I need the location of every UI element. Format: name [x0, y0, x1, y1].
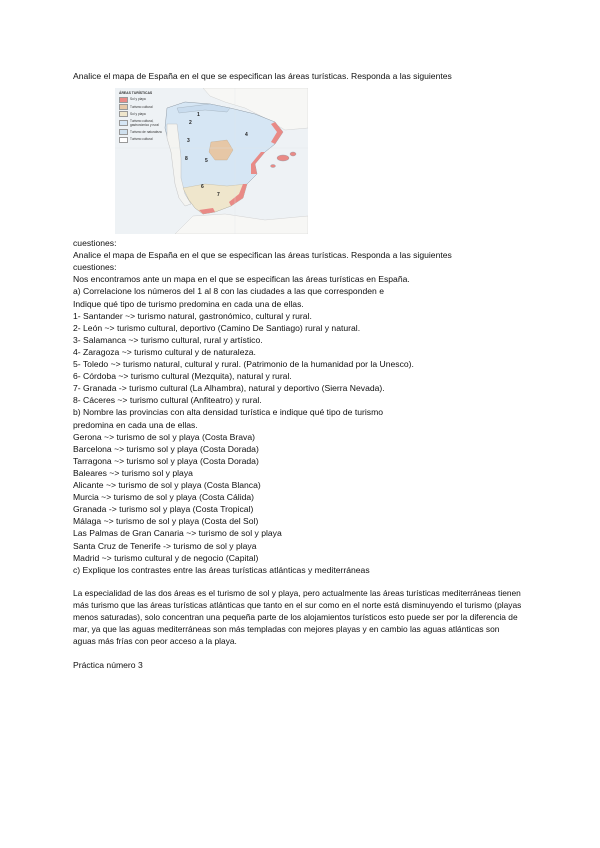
text-line: Murcia ~> turismo de sol y playa (Costa Cálida) [73, 492, 255, 503]
map-legend-item [119, 129, 165, 135]
legend-swatch [119, 104, 128, 110]
text-line: Málaga ~> turismo de sol y playa (Costa del Sol) [73, 516, 259, 527]
map-number-label: 2 [189, 120, 192, 126]
legend-label: Turismo cultural [130, 104, 153, 109]
text-line: Las Palmas de Gran Canaria ~> turismo de sol y playa [73, 528, 282, 539]
text-line: Santa Cruz de Tenerife -> turismo de sol y playa [73, 540, 257, 551]
legend-swatch [119, 137, 128, 143]
text-line: Indique qué tipo de turismo predomina en cada una de ellas. [73, 298, 304, 309]
text-line: Analice el mapa de España en el que se especifican las áreas turísticas. Responda a las siguientes [73, 250, 452, 261]
text-line: 3- Salamanca ~> turismo cultural, rural y artístico. [73, 334, 263, 345]
text-line: Barcelona ~> turismo sol y playa (Costa Dorada) [73, 443, 259, 454]
map-legend-item [119, 97, 165, 103]
text-line: 4- Zaragoza ~> turismo cultural y de naturaleza. [73, 346, 256, 357]
legend-label: Turismo cultural, gastronómico y rural [130, 118, 159, 128]
intro-text: Analice el mapa de España en el que se especifican las áreas turísticas. Responda a las siguientes [73, 71, 452, 81]
map-number-label: 8 [185, 156, 188, 162]
text-line: predomina en cada una de ellas. [73, 419, 198, 430]
text-line: Granada -> turismo sol y playa (Costa Tropical) [73, 504, 254, 515]
text-line: 7- Granada -> turismo cultural (La Alhambra), natural y deportivo (Sierra Nevada). [73, 383, 385, 394]
text-line: cuestiones: [73, 238, 117, 248]
conclusion-paragraph: La especialidad de las dos áreas es el turismo de sol y playa, pero actualmente las áreas turísticas mediterráneas tienen más turismo que las áreas turísticas atlánticas que tanto en el sur como en el norte está disminuyendo el turismo (playas menos saturadas), solo concentran una pequeña parte de los alojamientos turísticos esto puede ser por la diferencia de mar, ya que las aguas mediterráneas son más templadas con mejores playas y en cambio las aguas atlánticas son aguas más frías con peor acceso a la playa. [73, 588, 522, 646]
text-line: c) Explique los contrastes entre las áreas turísticas atlánticas y mediterráneas [73, 564, 370, 575]
text-line: Alicante ~> turismo de sol y playa (Costa Blanca) [73, 480, 261, 490]
map-legend-item [119, 137, 165, 143]
text-line: Gerona ~> turismo de sol y playa (Costa Brava) [73, 431, 255, 442]
map-number-label: 4 [245, 132, 248, 138]
map-number-label: 5 [205, 158, 208, 164]
spain-tourism-map [115, 88, 308, 234]
text-line: 6- Córdoba ~> turismo cultural (Mezquita), natural y rural. [73, 371, 292, 382]
map-number-label: 7 [217, 192, 220, 198]
text-line: cuestiones: [73, 262, 117, 273]
text-line: Baleares ~> turismo sol y playa [73, 467, 193, 478]
map-legend [119, 91, 165, 144]
text-line: Nos encontramos ante un mapa en el que se especifican las áreas turísticas en España. [73, 274, 410, 285]
legend-swatch [119, 97, 128, 103]
footer-text: Práctica número 3 [73, 660, 143, 670]
map-number-label: 3 [187, 138, 190, 144]
text-line: 8- Cáceres ~> turismo cultural (Anfiteatro) y rural. [73, 395, 262, 406]
map-legend-title: ÁREAS TURÍSTICAS [119, 91, 153, 95]
map-legend-item [119, 111, 165, 117]
text-line: Tarragona ~> turismo sol y playa (Costa Dorada) [73, 455, 259, 466]
legend-label: Sol y playa [130, 112, 146, 117]
legend-label: Sol y playa [130, 97, 146, 102]
text-line: b) Nombre las provincias con alta densidad turística e indique qué tipo de turismo [73, 407, 384, 418]
legend-swatch [119, 120, 128, 126]
legend-label: Turismo cultural [130, 137, 153, 142]
legend-swatch [119, 129, 128, 135]
text-line: a) Correlacione los números del 1 al 8 con las ciudades a las que corresponden e [73, 286, 384, 297]
map-legend-item [119, 119, 165, 128]
text-line: 1- Santander ~> turismo natural, gastronómico, cultural y rural. [73, 310, 312, 321]
text-line: 2- León ~> turismo cultural, deportivo (Camino De Santiago) rural y natural. [73, 322, 361, 333]
legend-label: Turismo de naturaleza [130, 130, 162, 135]
map-legend-item [119, 104, 165, 110]
map-number-label: 6 [201, 184, 204, 190]
map-number-label: 1 [197, 112, 200, 118]
text-line: 5- Toledo ~> turismo natural, cultural y rural. (Patrimonio de la humanidad por la Unesco). [73, 359, 414, 369]
text-line: Madrid ~> turismo cultural y de negocio (Capital) [73, 552, 259, 563]
legend-swatch [119, 111, 128, 117]
